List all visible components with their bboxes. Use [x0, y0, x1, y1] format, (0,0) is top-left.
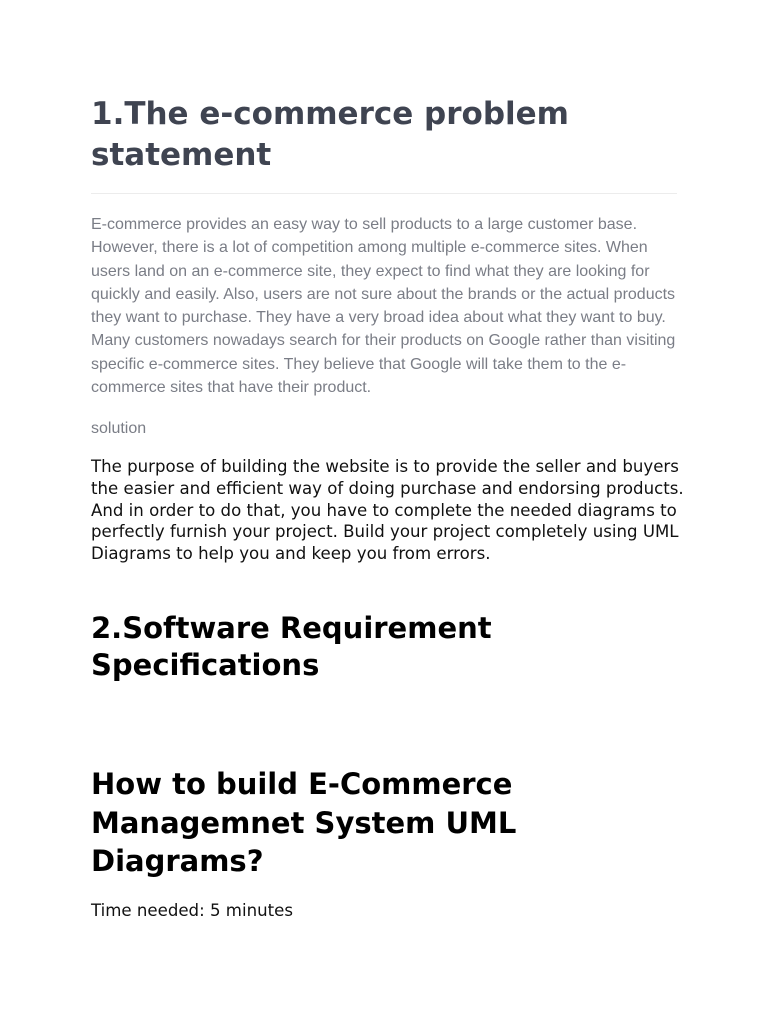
time-needed-text: Time needed: 5 minutes	[91, 901, 293, 920]
problem-statement-heading: 1.The e-commerce problem statement	[91, 96, 569, 173]
solution-label: solution	[91, 420, 147, 437]
how-to-build-heading: How to build E-Commerce Managemnet System UML Diagrams?	[91, 767, 517, 878]
purpose-paragraph: The purpose of building the website is to provide the seller and buyers the easier and efficient way of doing purchase and endorsing products. And in order to do that, you have to complete the needed diagrams to perfectly furnish your project. Build your project completely using UML Diagrams to help you and keep you from errors.	[91, 457, 684, 564]
problem-description-paragraph: E-commerce provides an easy way to sell products to a large customer base. However, there is a lot of competition among multiple e-commerce sites. When users land on an e-commerce site, they expect to find what they are looking for quickly and easily. Also, users are not sure about the brands or the actual products they want to purchase. They have a very broad idea about what they want to buy. Many customers nowadays search for their products on Google rather than visiting specific e-commerce sites. They believe that Google will take them to the e-commerce sites that have their product.	[91, 216, 676, 397]
software-requirements-heading: 2.Software Requirement Specifications	[91, 611, 492, 682]
heading-divider	[91, 193, 677, 194]
